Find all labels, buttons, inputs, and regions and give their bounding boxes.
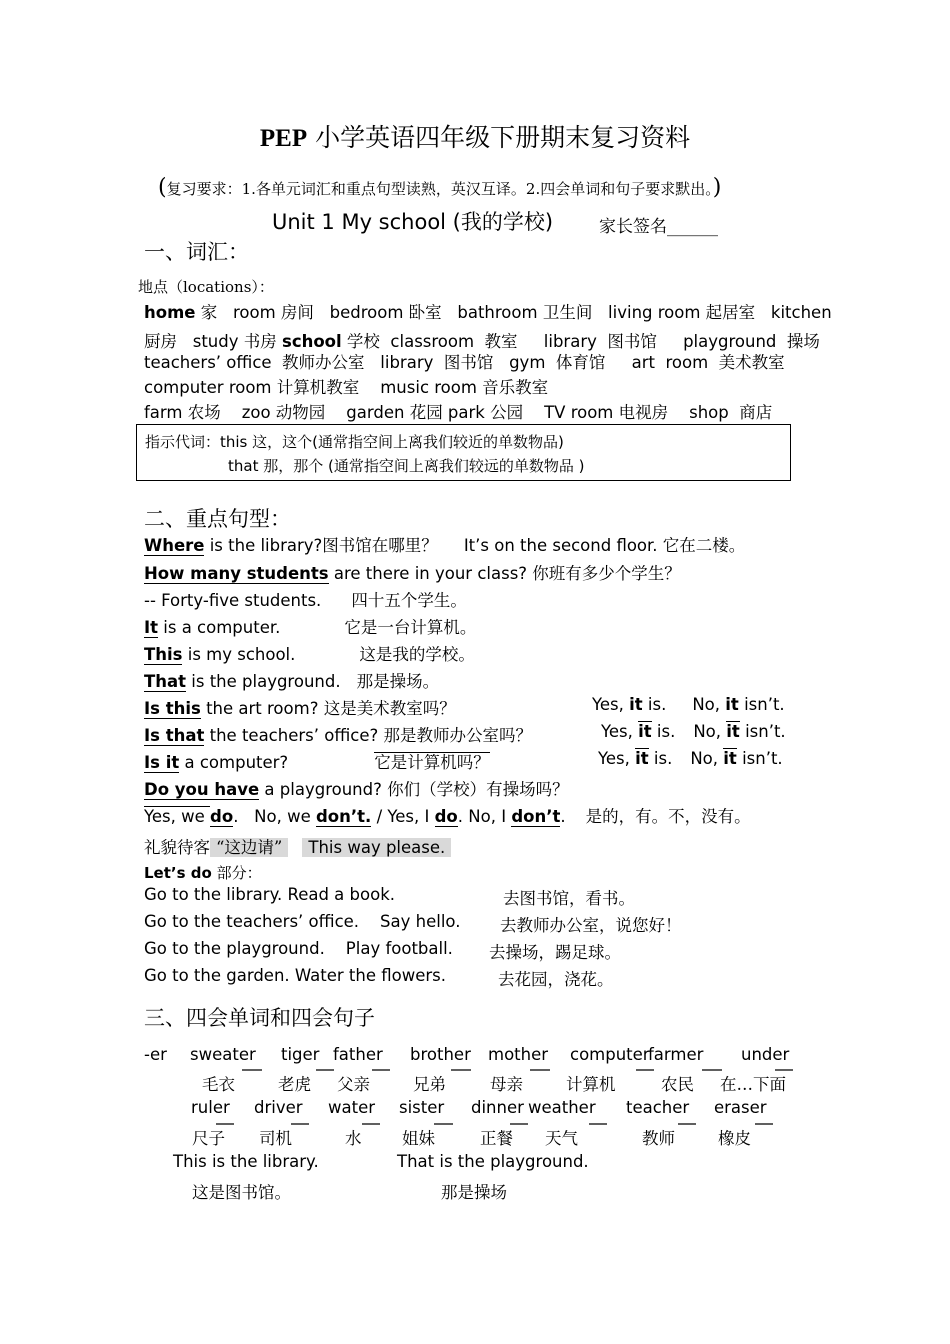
word-zh: 橡皮 xyxy=(718,1129,751,1148)
review-requirement: (复习要求：1.各单元词汇和重点句型读熟，英汉互译。2.四会单词和句子要求默出。) xyxy=(158,175,722,200)
pattern-line: That is the playground. 那是操场。 xyxy=(144,672,440,691)
word-zh: 母亲 xyxy=(490,1075,523,1094)
word-en: ruler xyxy=(191,1098,230,1117)
word-en: father xyxy=(333,1045,383,1064)
word-zh: 教师 xyxy=(642,1129,675,1148)
word-zh: 农民 xyxy=(661,1075,694,1094)
word-en: under xyxy=(741,1045,790,1064)
pattern-answer: Yes, it is. No, it isn’t. xyxy=(592,695,785,714)
word-en: teacher xyxy=(626,1098,690,1117)
word-zh: 尺子 xyxy=(192,1129,225,1148)
pattern-line: -- Forty-five students. 四十五个学生。 xyxy=(144,591,467,610)
pattern-line: Is that the teachers’ office? 那是教师办公室吗？ xyxy=(144,726,532,745)
lets-do-zh: 去图书馆，看书。 xyxy=(503,889,635,908)
word-zh: 姐妹 xyxy=(402,1129,435,1148)
parent-signature: 家长签名______ xyxy=(599,217,718,237)
unit-title: Unit 1 My school (我的学校) xyxy=(272,210,554,234)
word-zh: 司机 xyxy=(259,1129,292,1148)
word-en: sister xyxy=(399,1098,445,1117)
lets-do-en: Go to the teachers’ office. Say hello. xyxy=(144,912,461,931)
sentence-en: This is the library. xyxy=(173,1152,319,1171)
word-zh: 老虎 xyxy=(278,1075,311,1094)
word-en: sweater xyxy=(190,1045,256,1064)
pattern-line: Is this the art room? 这是美术教室吗？ xyxy=(144,699,456,718)
section-patterns: 二、重点句型： xyxy=(144,507,291,531)
word-en: dinner xyxy=(471,1098,524,1117)
word-en: weather xyxy=(528,1098,596,1117)
section-vocabulary: 一、词汇： xyxy=(144,240,249,264)
pattern-answer: Yes, it is. No, it isn’t. xyxy=(601,722,786,741)
pattern-line: This is my school. 这是我的学校。 xyxy=(144,645,475,664)
word-en: farmer xyxy=(648,1045,704,1064)
vocab-line: home 家 room 房间 bedroom 卧室 bathroom 卫生间 living room 起居室 kitchen xyxy=(144,303,832,322)
word-zh: 正餐 xyxy=(480,1129,513,1148)
pronoun-this: 指示代词：this 这，这个(通常指空间上离我们较近的单数物品) xyxy=(145,433,564,451)
lets-do-zh: 去教师办公室，说您好！ xyxy=(500,916,682,935)
pattern-line: Yes, we do. No, we don’t. / Yes, I do. No, I don’t. 是的，有。不，没有。 xyxy=(144,807,751,826)
word-zh: 父亲 xyxy=(337,1075,370,1094)
er-label: -er xyxy=(144,1045,167,1064)
pronoun-that: that 那，那个 (通常指空间上离我们较远的单数物品 ) xyxy=(228,457,585,475)
word-en: driver xyxy=(254,1098,303,1117)
word-en: brother xyxy=(410,1045,471,1064)
pattern-line: Is it a computer? 它是计算机吗？ xyxy=(144,753,490,772)
word-zh: 计算机 xyxy=(566,1075,616,1094)
word-en: water xyxy=(328,1098,376,1117)
lets-do-zh: 去操场，踢足球。 xyxy=(489,943,621,962)
pattern-answer: Yes, it is. No, it isn’t. xyxy=(598,749,783,768)
word-zh: 水 xyxy=(345,1129,362,1148)
sentence-zh: 那是操场 xyxy=(441,1183,507,1202)
word-zh: 毛衣 xyxy=(202,1075,235,1094)
vocab-line: teachers’ office 教师办公室 library 图书馆 gym 体育馆 art room 美术教室 xyxy=(144,353,785,372)
pattern-line: How many students are there in your class? 你班有多少个学生？ xyxy=(144,564,681,583)
word-en: tiger xyxy=(281,1045,320,1064)
pattern-line: 礼貌待客 “这边请” This way please. xyxy=(144,834,451,858)
pattern-line: Where is the library?图书馆在哪里？ It’s on the second floor. 它在二楼。 xyxy=(144,536,746,555)
pattern-line: It is a computer. 它是一台计算机。 xyxy=(144,618,477,637)
word-zh: 在…下面 xyxy=(720,1075,786,1094)
pattern-line: Do you have a playground? 你们（学校）有操场吗？ xyxy=(144,780,569,799)
section-four-skills: 三、四会单词和四会句子 xyxy=(144,1006,375,1030)
sentence-en: That is the playground. xyxy=(397,1152,589,1171)
word-en: mother xyxy=(488,1045,549,1064)
word-zh: 兄弟 xyxy=(413,1075,446,1094)
word-en: computer xyxy=(570,1045,650,1064)
word-en: eraser xyxy=(714,1098,767,1117)
sentence-zh: 这是图书馆。 xyxy=(192,1183,291,1202)
lets-do-en: Go to the library. Read a book. xyxy=(144,885,396,904)
locations-label: 地点（locations）： xyxy=(138,278,274,296)
lets-do-zh: 去花园，浇花。 xyxy=(498,970,614,989)
lets-do-label: Let’s do 部分： xyxy=(144,864,262,882)
vocab-line: computer room 计算机教室 music room 音乐教室 xyxy=(144,378,549,397)
vocab-line: farm 农场 zoo 动物园 garden 花园 park 公园 TV room 电视房 shop 商店 xyxy=(144,403,773,422)
vocab-line: 厨房 study 书房 school 学校 classroom 教室 library 图书馆 playground 操场 xyxy=(144,332,820,351)
lets-do-en: Go to the playground. Play football. xyxy=(144,939,453,958)
page-title: PEP 小学英语四年级下册期末复习资料 xyxy=(259,123,691,152)
word-zh: 天气 xyxy=(545,1129,578,1148)
lets-do-en: Go to the garden. Water the flowers. xyxy=(144,966,447,985)
